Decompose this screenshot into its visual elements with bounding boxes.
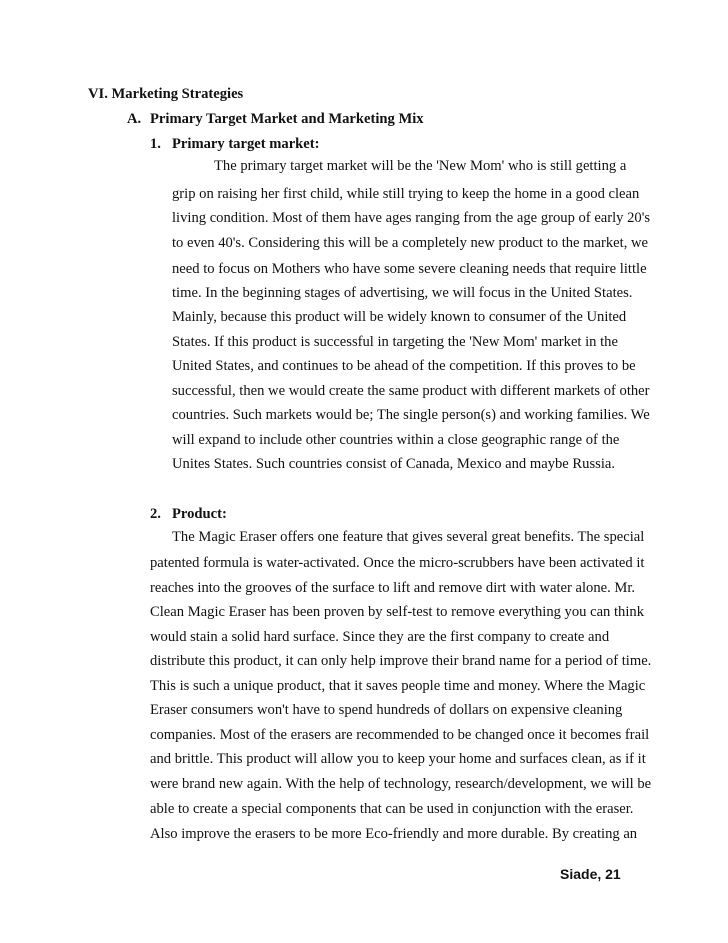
item1-paragraph-line: to even 40's. Considering this will be a completely new product to the market, we [172, 235, 649, 251]
item2-paragraph-line: companies. Most of the erasers are recommended to be changed once it becomes frail [150, 727, 650, 743]
item2-paragraph-line: and brittle. This product will allow you to keep your home and surfaces clean, as if it [150, 751, 646, 767]
item1-paragraph-line: will expand to include other countries within a close geographic range of the [172, 432, 620, 448]
item2-title: Product: [172, 506, 227, 522]
item2-paragraph-line: patented formula is water-activated. Once the micro-scrubbers have been activated it [150, 555, 645, 571]
section-heading: VI. Marketing Strategies [88, 86, 244, 102]
item2-paragraph-line: Clean Magic Eraser has been proven by self-test to remove everything you can think [150, 604, 644, 620]
item2-paragraph-line: This is such a unique product, that it saves people time and money. Where the Magic [150, 678, 646, 694]
item2-paragraph-line: Eraser consumers won't have to spend hundreds of dollars on expensive cleaning [150, 702, 623, 718]
page-footer: Siade, 21 [560, 866, 621, 882]
item2-paragraph-line: The Magic Eraser offers one feature that gives several great benefits. The special [172, 529, 645, 545]
item1-paragraph-line: grip on raising her first child, while still trying to keep the home in a good clean [172, 186, 640, 202]
item1-paragraph-line: States. If this product is successful in targeting the 'New Mom' market in the [172, 334, 618, 350]
item2-paragraph-line: would stain a solid hard surface. Since they are the first company to create and [150, 629, 610, 645]
item1-paragraph-line: need to focus on Mothers who have some severe cleaning needs that require little [172, 261, 647, 277]
subsection-a-marker: A. [127, 111, 142, 127]
item1-marker: 1. [150, 136, 161, 152]
item2-paragraph-line: were brand new again. With the help of technology, research/development, we will be [150, 776, 652, 792]
item1-paragraph-line: Mainly, because this product will be widely known to consumer of the United [172, 309, 627, 325]
item2-paragraph-line: reaches into the grooves of the surface to lift and remove dirt with water alone. Mr. [150, 580, 636, 596]
item1-paragraph-line: countries. Such markets would be; The single person(s) and working families. We [172, 407, 650, 423]
subsection-a-title: Primary Target Market and Marketing Mix [150, 111, 424, 127]
item2-paragraph-line: distribute this product, it can only help improve their brand name for a period of time. [150, 653, 652, 669]
item2-paragraph-line: able to create a special components that can be used in conjunction with the eraser. [150, 801, 634, 817]
item1-paragraph-line: Unites States. Such countries consist of Canada, Mexico and maybe Russia. [172, 456, 616, 472]
item1-paragraph-line: living condition. Most of them have ages ranging from the age group of early 20's [172, 210, 651, 226]
item2-paragraph-line: Also improve the erasers to be more Eco-friendly and more durable. By creating an [150, 826, 638, 842]
item2-marker: 2. [150, 506, 161, 522]
item1-paragraph-line: successful, then we would create the same product with different markets of other [172, 383, 650, 399]
item1-paragraph-line: time. In the beginning stages of advertising, we will focus in the United States. [172, 285, 633, 301]
item1-paragraph-line: The primary target market will be the 'New Mom' who is still getting a [214, 158, 627, 174]
item1-title: Primary target market: [172, 136, 320, 152]
item1-paragraph-line: United States, and continues to be ahead of the competition. If this proves to be [172, 358, 636, 374]
